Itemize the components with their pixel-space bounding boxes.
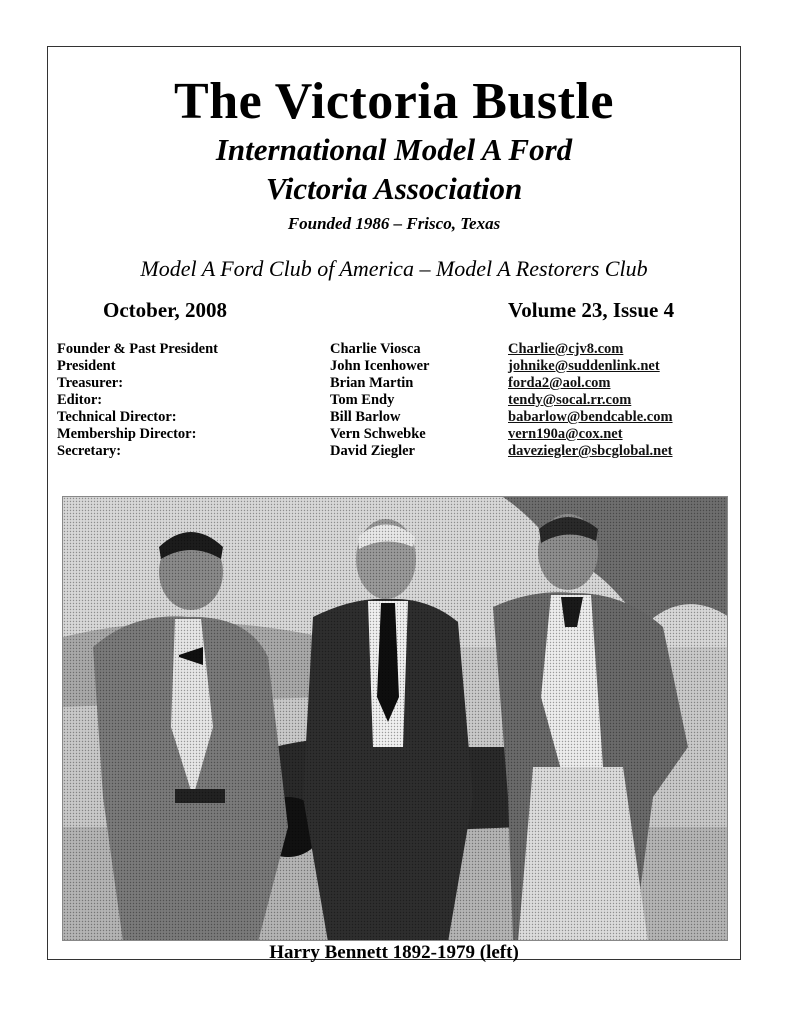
- officer-role: Founder & Past President: [57, 341, 218, 357]
- cover-photo: [62, 496, 728, 941]
- officer-role: Membership Director:: [57, 426, 197, 442]
- officer-roles: [57, 341, 218, 460]
- officer-role: Editor:: [57, 392, 103, 408]
- photo-caption: Harry Bennett 1892-1979 (left): [269, 942, 519, 963]
- officer-email-link[interactable]: johnike@suddenlink.net: [508, 358, 660, 374]
- officer-name: Vern Schwebke: [330, 426, 426, 442]
- officer-name: Bill Barlow: [330, 409, 401, 425]
- officer-name: Tom Endy: [330, 392, 395, 408]
- officer-email-link[interactable]: tendy@socal.rr.com: [508, 392, 632, 408]
- association-name-line1: International Model A Ford: [215, 132, 573, 167]
- officer-email-link[interactable]: babarlow@bendcable.com: [508, 409, 673, 425]
- officer-email-link[interactable]: daveziegler@sbcglobal.net: [508, 443, 673, 459]
- officer-role: Secretary:: [57, 443, 122, 459]
- officer-name: Charlie Viosca: [330, 341, 421, 357]
- officer-emails: [508, 341, 673, 460]
- officer-email-link[interactable]: Charlie@cjv8.com: [508, 341, 624, 357]
- cover-photo-illustration: [63, 497, 728, 941]
- officer-role: Technical Director:: [57, 409, 177, 425]
- officer-email-link[interactable]: forda2@aol.com: [508, 375, 611, 391]
- officer-role: Treasurer:: [57, 375, 124, 391]
- association-name-line2: Victoria Association: [265, 171, 523, 206]
- officer-email-link[interactable]: vern190a@cox.net: [508, 426, 623, 442]
- officer-name: John Icenhower: [330, 358, 430, 374]
- officer-name: Brian Martin: [330, 375, 414, 391]
- officer-name: David Ziegler: [330, 443, 415, 459]
- issue-volume: Volume 23, Issue 4: [508, 298, 675, 322]
- founded-line: Founded 1986 – Frisco, Texas: [287, 214, 501, 233]
- officer-names: [330, 341, 430, 460]
- officer-role: President: [57, 358, 116, 374]
- newsletter-title: The Victoria Bustle: [174, 73, 614, 130]
- affiliated-clubs: Model A Ford Club of America – Model A Restorers Club: [140, 256, 648, 281]
- issue-date: October, 2008: [103, 298, 228, 322]
